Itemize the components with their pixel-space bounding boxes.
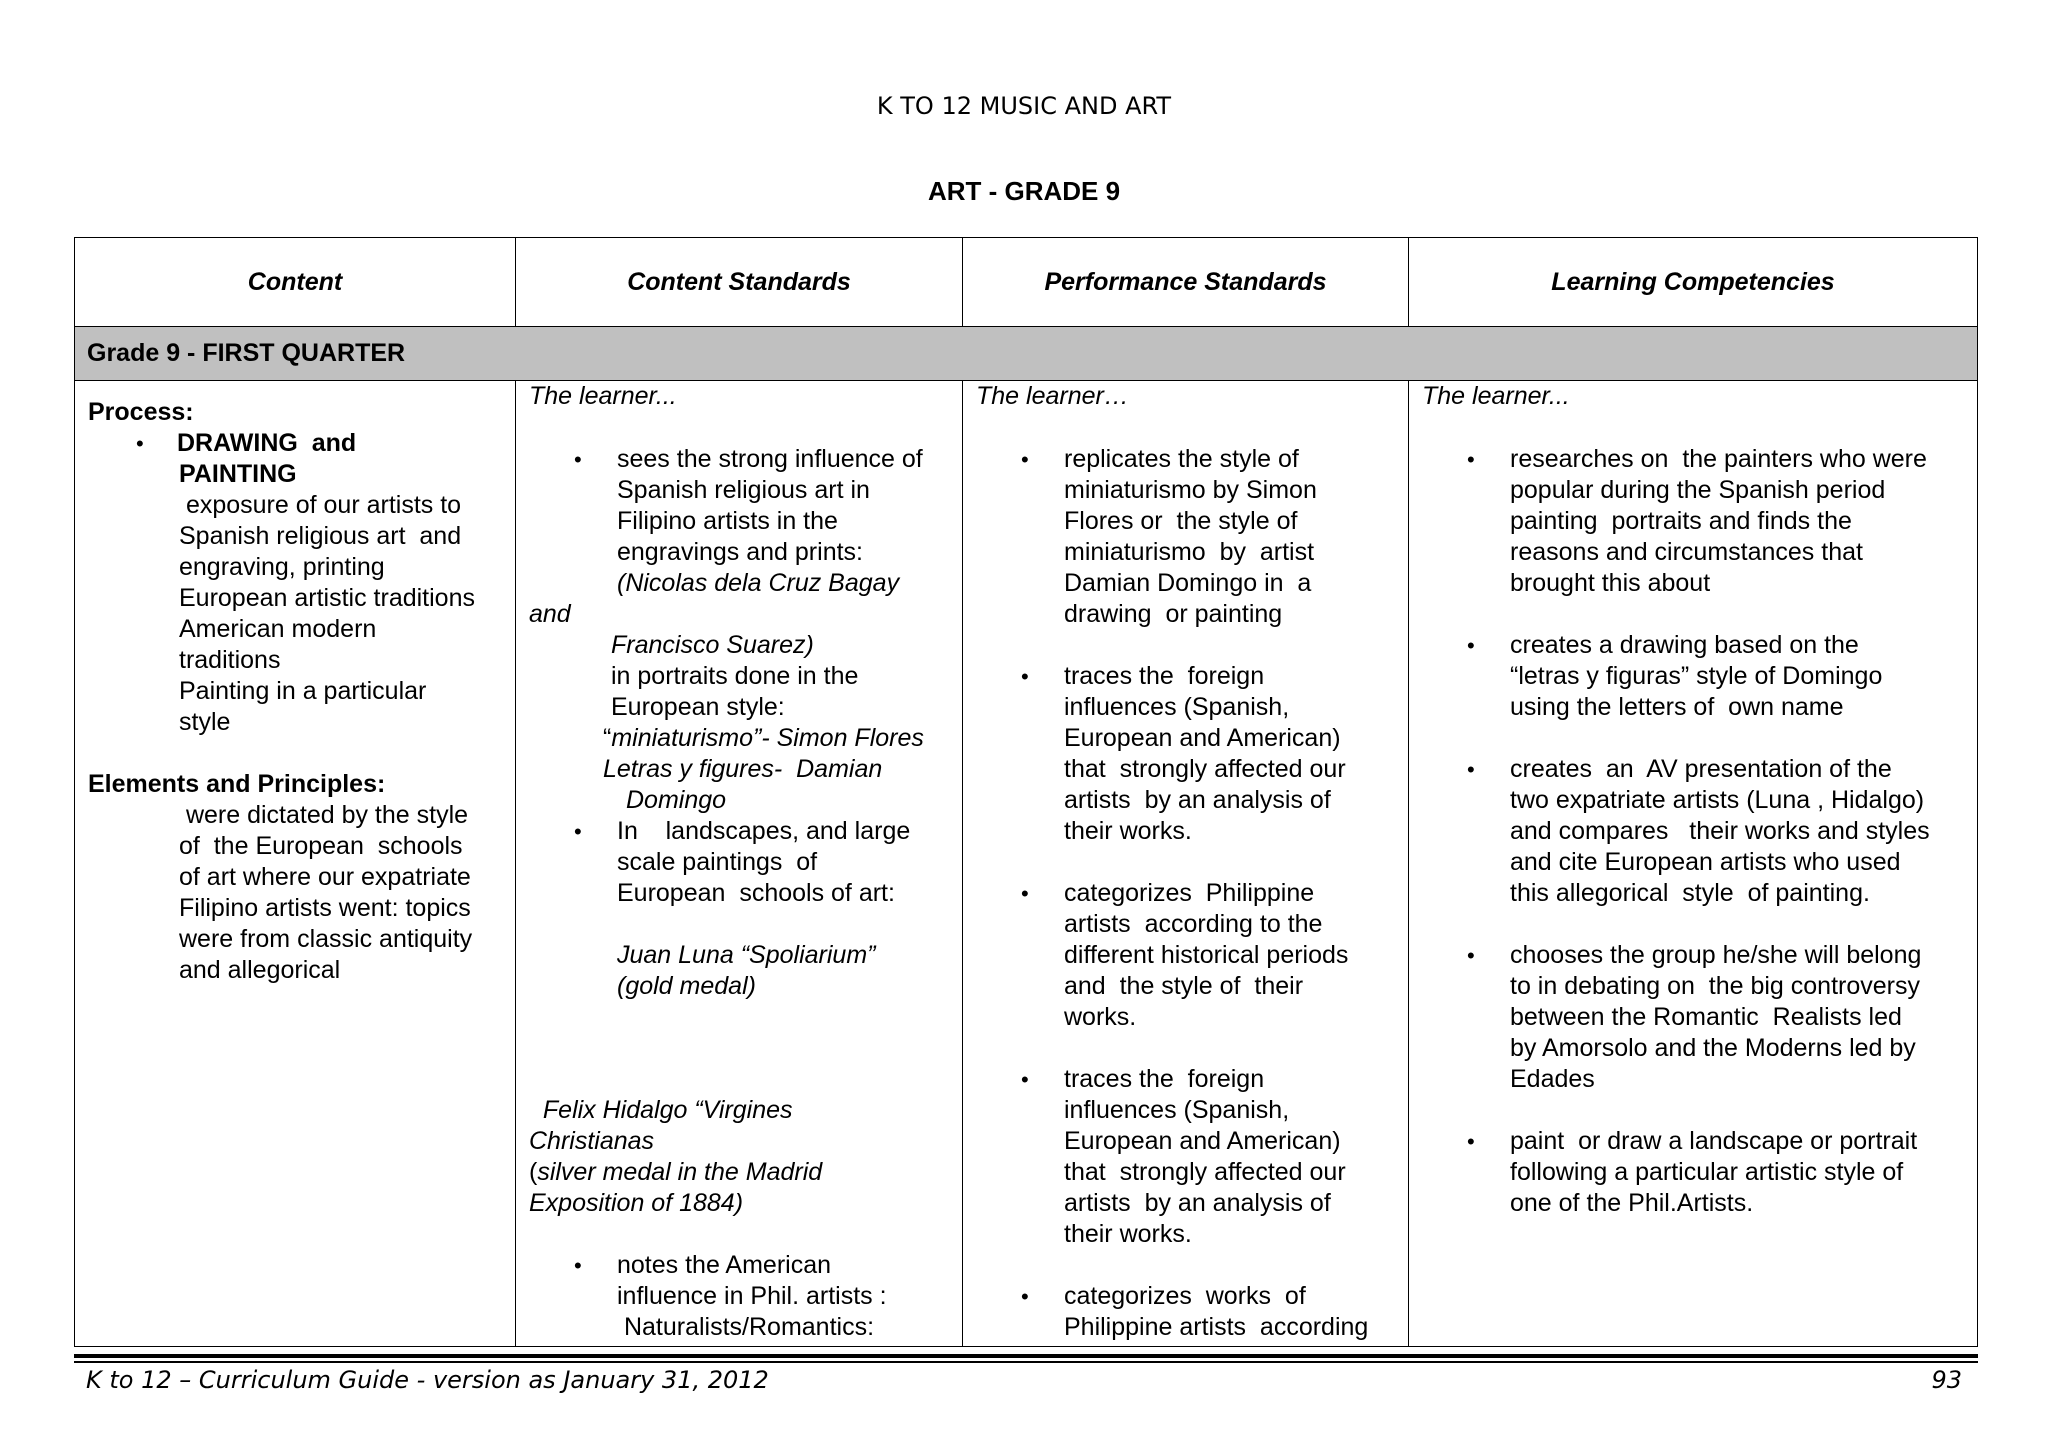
text-line: chooses the group he/she will belong: [1510, 941, 1922, 969]
column-header-content: Content: [247, 267, 343, 296]
text-line: were dictated by the style: [179, 801, 469, 829]
learner-intro: The learner…: [976, 382, 1129, 410]
text-line: and cite European artists who used: [1510, 848, 1901, 876]
list-item: [1422, 444, 1975, 599]
column-divider: [1408, 238, 1409, 1346]
list-item: [529, 816, 959, 909]
text-line: their works.: [1064, 1220, 1192, 1248]
text-line: notes the American: [617, 1251, 832, 1279]
text-line: In landscapes, and large: [617, 817, 911, 845]
text-line: miniaturismo by artist: [1064, 538, 1315, 566]
text-line: Flores or the style of: [1064, 507, 1298, 535]
text-line: Filipino artists went: topics: [179, 894, 471, 922]
text-line: one of the Phil.Artists.: [1510, 1189, 1754, 1217]
column-header-content-standards: Content Standards: [627, 267, 851, 296]
text-line: European and American): [1064, 1127, 1341, 1155]
text-line: creates an AV presentation of the: [1510, 755, 1892, 783]
bullet-icon: •: [1021, 664, 1029, 689]
list-item: [976, 878, 1406, 1033]
text-line: influences (Spanish,: [1064, 1096, 1290, 1124]
bullet-icon: •: [1467, 447, 1475, 472]
text-line: style: [179, 708, 231, 736]
text-line: two expatriate artists (Luna , Hidalgo): [1510, 786, 1925, 814]
text-line: Painting in a particular: [179, 677, 427, 705]
learner-intro: The learner...: [1422, 382, 1570, 410]
bullet-icon: •: [1021, 881, 1029, 906]
text-line: of the European schools: [179, 832, 463, 860]
drawing-description: [88, 490, 513, 738]
text-line: categorizes works of: [1064, 1282, 1306, 1310]
text-line: artists by an analysis of: [1064, 786, 1331, 814]
text-line: Spanish religious art in: [617, 476, 870, 504]
text-line: “letras y figuras” style of Domingo: [1510, 662, 1883, 690]
document-header: K TO 12 MUSIC AND ART: [876, 92, 1172, 120]
footer-rule: [74, 1361, 1978, 1363]
list-item: [976, 444, 1406, 630]
text-line: artists by an analysis of: [1064, 1189, 1331, 1217]
text-line: Spanish religious art and: [179, 522, 462, 550]
text-line: influence in Phil. artists :: [617, 1282, 887, 1310]
text-line: creates a drawing based on the: [1510, 631, 1859, 659]
bullet-icon: •: [574, 819, 582, 844]
list-item: [1422, 630, 1975, 723]
bullet-icon: •: [1467, 633, 1475, 658]
content-standards-cell: The learner... • sees the strong influence of Spanish religious art in Filipino artists in the engravings and prints: (Nicolas dela Cruz Bagay and Francisco Suarez) in portraits done in the European style: “miniaturismo”- Simon Flores Letras y figures- Damian Domingo • In landscapes, and large scale paintings of European schools of art: Juan Luna “Spoliarium” (gold medal) Felix Hidalgo “Virgines Christianas (silver medal in the Madrid Exposition of 1884) • notes the American influence in Phil. artists : Naturalists/Romantics:: [529, 381, 959, 1346]
text-line: traces the foreign: [1064, 1065, 1265, 1093]
list-item: [976, 661, 1406, 847]
text-line: Philippine artists according: [1064, 1313, 1369, 1341]
text-line: were from classic antiquity: [179, 925, 473, 953]
footer-text: K to 12 – Curriculum Guide - version as January 31, 2012: [86, 1366, 769, 1394]
text-line: brought this about: [1510, 569, 1711, 597]
text-line: this allegorical style of painting.: [1510, 879, 1870, 907]
text-line: by Amorsolo and the Moderns led by: [1510, 1034, 1916, 1062]
text-line: engraving, printing: [179, 553, 385, 581]
text-line: miniaturismo by Simon: [1064, 476, 1317, 504]
bullet-icon: •: [1021, 1284, 1029, 1309]
text-line: and the style of their: [1064, 972, 1304, 1000]
list-item: • DRAWING and: [136, 429, 357, 457]
column-divider: [962, 238, 963, 1346]
text-line: that strongly affected our: [1064, 755, 1346, 783]
learner-intro: The learner...: [529, 382, 677, 410]
column-divider: [515, 238, 516, 1346]
text-line: that strongly affected our: [1064, 1158, 1346, 1186]
text-line: replicates the style of: [1064, 445, 1299, 473]
list-item: [976, 1064, 1406, 1250]
text-line: European artistic traditions: [179, 584, 475, 612]
text-line: following a particular artistic style of: [1510, 1158, 1904, 1186]
text-line: European and American): [1064, 724, 1341, 752]
bullet-icon: •: [574, 447, 582, 472]
content-cell: Process: • DRAWING and PAINTING exposure of our artists to Spanish religious art and engraving, printing European artistic traditions American modern traditions Painting in a particular style Elements and Principles: were dictated by the style of the European schools of art where our expatriate Filipino artists went: topics were from classic antiquity and allegorical: [88, 381, 513, 1346]
text-line: Edades: [1510, 1065, 1595, 1093]
text-line: European schools of art:: [617, 879, 895, 907]
text-line: using the letters of own name: [1510, 693, 1844, 721]
bullet-icon: •: [136, 431, 144, 456]
bullet-icon: •: [1467, 943, 1475, 968]
list-item: [1422, 1126, 1975, 1219]
text-line: Damian Domingo in a: [1064, 569, 1312, 597]
text-line: between the Romantic Realists led: [1510, 1003, 1902, 1031]
page-title: ART - GRADE 9: [927, 176, 1121, 206]
text-line: and compares their works and styles: [1510, 817, 1930, 845]
list-item: • sees the strong influence of Spanish religious art in Filipino artists in the engravings and prints: (Nicolas dela Cruz Bagay: [529, 444, 959, 599]
list-item: [529, 1250, 959, 1343]
text-line: works.: [1064, 1003, 1137, 1031]
list-item: [976, 1281, 1406, 1343]
curriculum-table: [74, 237, 1978, 1347]
bullet-icon: •: [574, 1253, 582, 1278]
text-line: influences (Spanish,: [1064, 693, 1290, 721]
text-line: drawing or painting: [1064, 600, 1283, 628]
text-line: traces the foreign: [1064, 662, 1265, 690]
elements-label: Elements and Principles:: [88, 770, 386, 798]
text-line: Filipino artists in the: [617, 507, 838, 535]
column-header-learning-competencies: Learning Competencies: [1551, 267, 1835, 296]
text-line: painting portraits and finds the: [1510, 507, 1852, 535]
text-line: exposure of our artists to: [179, 491, 462, 519]
text-line: different historical periods: [1064, 941, 1349, 969]
text-line: paint or draw a landscape or portrait: [1510, 1127, 1918, 1155]
text-line: popular during the Spanish period: [1510, 476, 1886, 504]
text-line: American modern: [179, 615, 377, 643]
bullet-icon: •: [1021, 1067, 1029, 1092]
text-line: and allegorical: [179, 956, 341, 984]
text-line: categorizes Philippine: [1064, 879, 1315, 907]
quarter-row: Grade 9 - FIRST QUARTER: [75, 327, 1977, 380]
text-line: researches on the painters who were: [1510, 445, 1927, 473]
elements-description: [88, 800, 513, 986]
text-line: traditions: [179, 646, 281, 674]
process-label: Process:: [88, 398, 194, 426]
list-item: [1422, 754, 1975, 909]
footer-rule: [74, 1354, 1978, 1358]
bullet-icon: •: [1467, 757, 1475, 782]
performance-standards-cell: [976, 381, 1406, 1346]
text-line: sees the strong influence of: [617, 445, 923, 473]
text-line: to in debating on the big controversy: [1510, 972, 1920, 1000]
text-line: artists according to the: [1064, 910, 1323, 938]
text-line: scale paintings of: [617, 848, 818, 876]
text-line: reasons and circumstances that: [1510, 538, 1863, 566]
learning-competencies-cell: [1422, 381, 1975, 1346]
text-line: Naturalists/Romantics:: [617, 1313, 875, 1341]
bullet-icon: •: [1021, 447, 1029, 472]
page-number: 93: [1931, 1366, 1962, 1394]
text-line: of art where our expatriate: [179, 863, 471, 891]
column-header-performance-standards: Performance Standards: [1044, 267, 1327, 296]
text-line: engravings and prints:: [617, 538, 863, 566]
bullet-icon: •: [1467, 1129, 1475, 1154]
text-line: their works.: [1064, 817, 1192, 845]
list-item: [1422, 940, 1975, 1095]
